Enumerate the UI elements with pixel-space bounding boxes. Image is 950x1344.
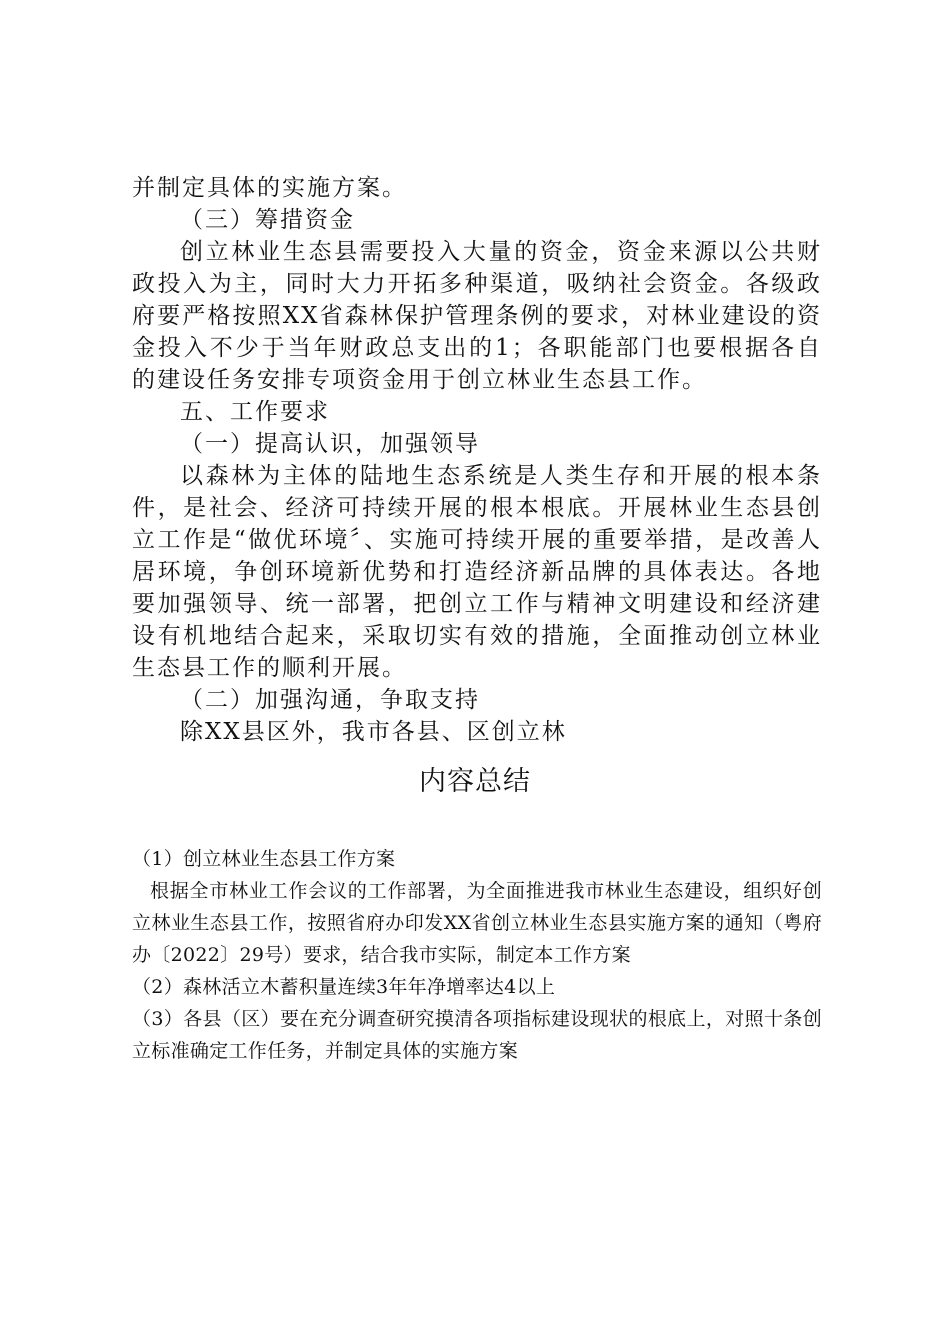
summary-item: 根据全市林业工作会议的工作部署，为全面推进我市林业生态建设，组织好创立林业生态县工作，按照省府办印发XX省创立林业生态县实施方案的通知（粤府办〔2022〕29号）要求，结合我市实际，制定本工作方案 [132, 880, 822, 966]
summary-title: 内容总结 [419, 766, 531, 797]
paragraph-leadership: 以森林为主体的陆地生态系统是人类生存和开展的根本条件，是社会、经济可持续开展的根本根底。开展林业生态县创立工作是“做优环境〞、实施可持续开展的重要举措，是改善人居环境，争创环境新优势和打造经济新品牌的具体表达。各地要加强领导、统一部署，把创立工作与精神文明建设和经济建设有机地结合起来，采取切实有效的措施，全面推动创立林业生态县工作的顺利开展。 [132, 463, 822, 681]
summary-item: （3）各县（区）要在充分调查研究摸清各项指标建设现状的根底上，对照十条创立标准确定工作任务，并制定具体的实施方案 [132, 1008, 822, 1062]
paragraph-communication: 除XX县区外，我市各县、区创立林 [180, 719, 567, 745]
heading-leadership: （一）提高认识，加强领导 [180, 431, 480, 457]
heading-raise-funds: （三）筹措资金 [180, 207, 355, 233]
summary-item: （2）森林活立木蓄积量连续3年年净增率达4以上 [132, 976, 556, 998]
summary-section [132, 843, 822, 1067]
paragraph-funding: 创立林业生态县需要投入大量的资金，资金来源以公共财政投入为主，同时大力开拓多种渠道，吸纳社会资金。各级政府要严格按照XX省森林保护管理条例的要求，对林业建设的资金投入不少于当年财政总支出的1；各职能部门也要根据各自的建设任务安排专项资金用于创立林业生态县工作。 [132, 239, 822, 393]
document-body [132, 172, 822, 748]
heading-work-requirements: 五、工作要求 [180, 399, 330, 425]
summary-item: （1）创立林业生态县工作方案 [132, 848, 396, 870]
paragraph-continuation: 并制定具体的实施方案。 [132, 175, 407, 201]
heading-communication: （二）加强沟通，争取支持 [180, 687, 480, 713]
